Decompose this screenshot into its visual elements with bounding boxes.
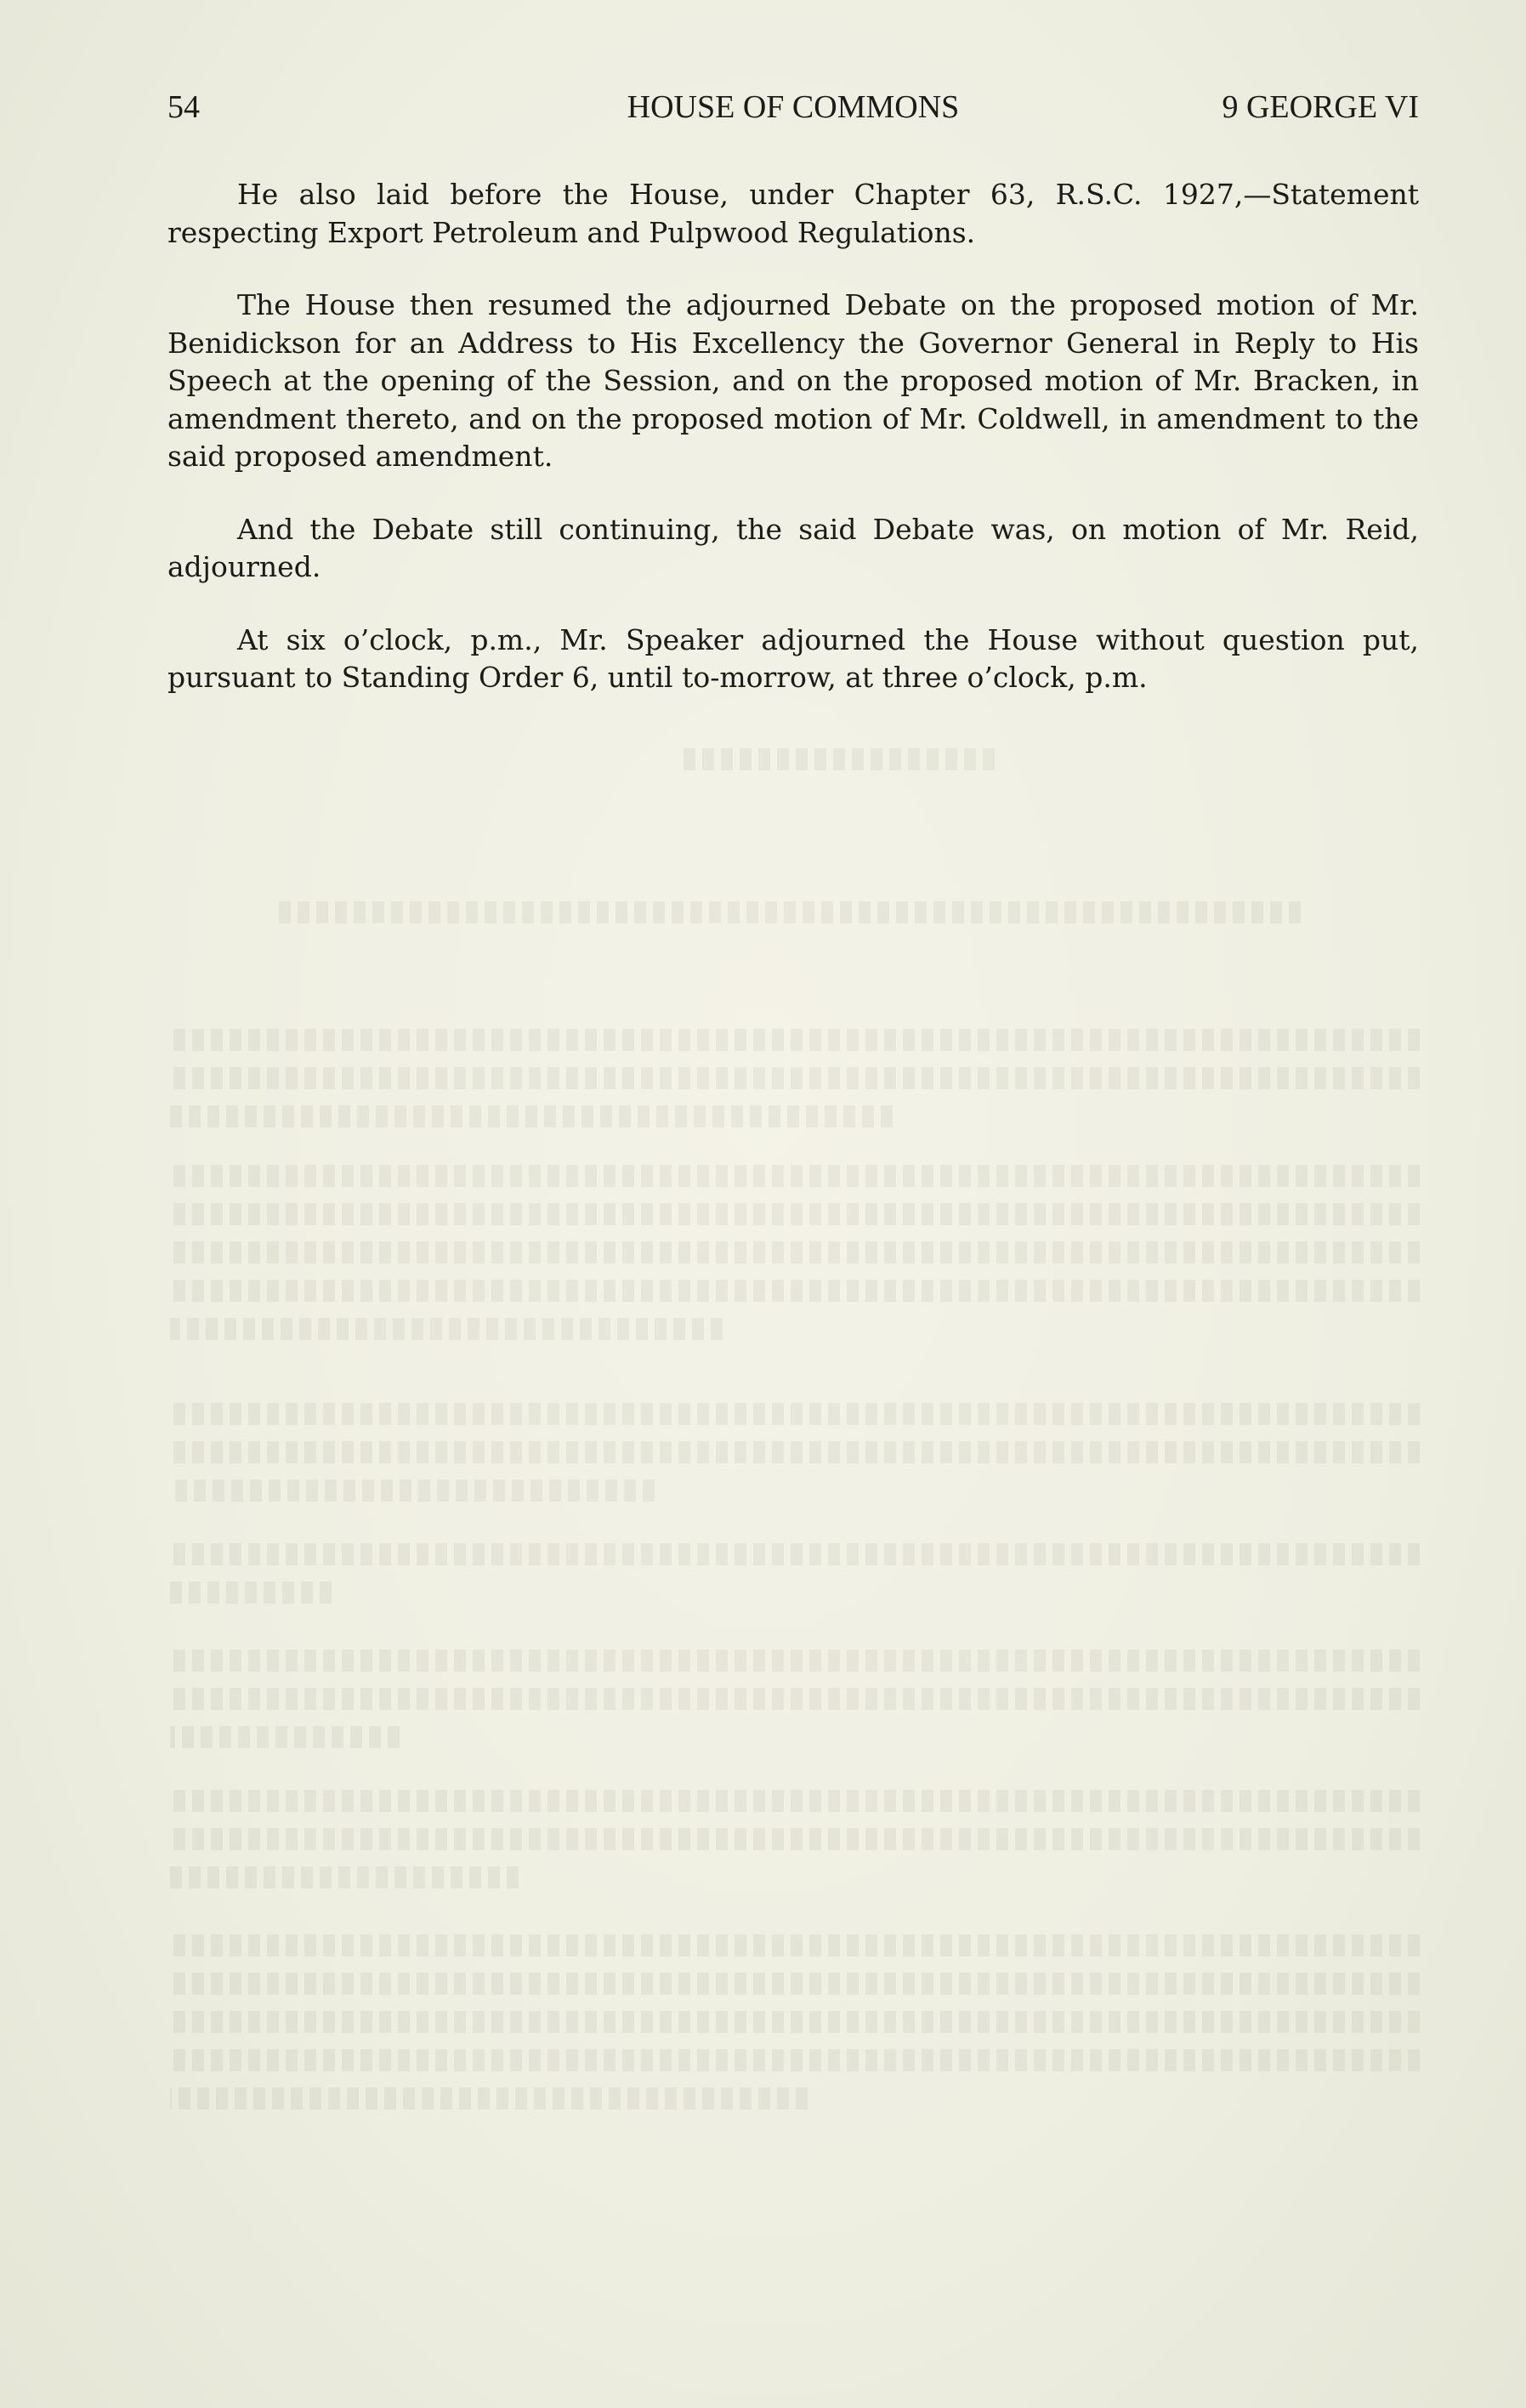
- page-header: [167, 85, 1419, 129]
- regnal-year: 9 GEORGE VI: [1222, 89, 1419, 125]
- paragraph-debate-adjourned: And the Debate still continuing, the said Debate was, on motion of Mr. Reid, adjourned.: [167, 512, 1419, 583]
- body-text: [167, 176, 1419, 732]
- paragraph-statement-tabled: He also laid before the House, under Chapter 63, R.S.C. 1927,—Statement respecting Export Petroleum and Pulpwood Regulations.: [167, 178, 1419, 249]
- page-number: 54: [167, 89, 200, 125]
- paragraph-debate-resumed: The House then resumed the adjourned Debate on the proposed motion of Mr. Benidickson for an Address to His Excellency the Governor General in Reply to His Speech at the opening of the Session, and on the proposed motion of Mr. Bracken, in amendment thereto, and on the proposed motion of Mr. Coldwell, in amendment to the said proposed amendment.: [167, 288, 1419, 473]
- show-through-texture: [170, 748, 1420, 2194]
- running-title: HOUSE OF COMMONS: [627, 89, 960, 125]
- paragraph-house-adjourned: At six o’clock, p.m., Mr. Speaker adjourned the House without question put, pursuant to Standing Order 6, until to-morrow, at three o’clock, p.m.: [167, 622, 1419, 694]
